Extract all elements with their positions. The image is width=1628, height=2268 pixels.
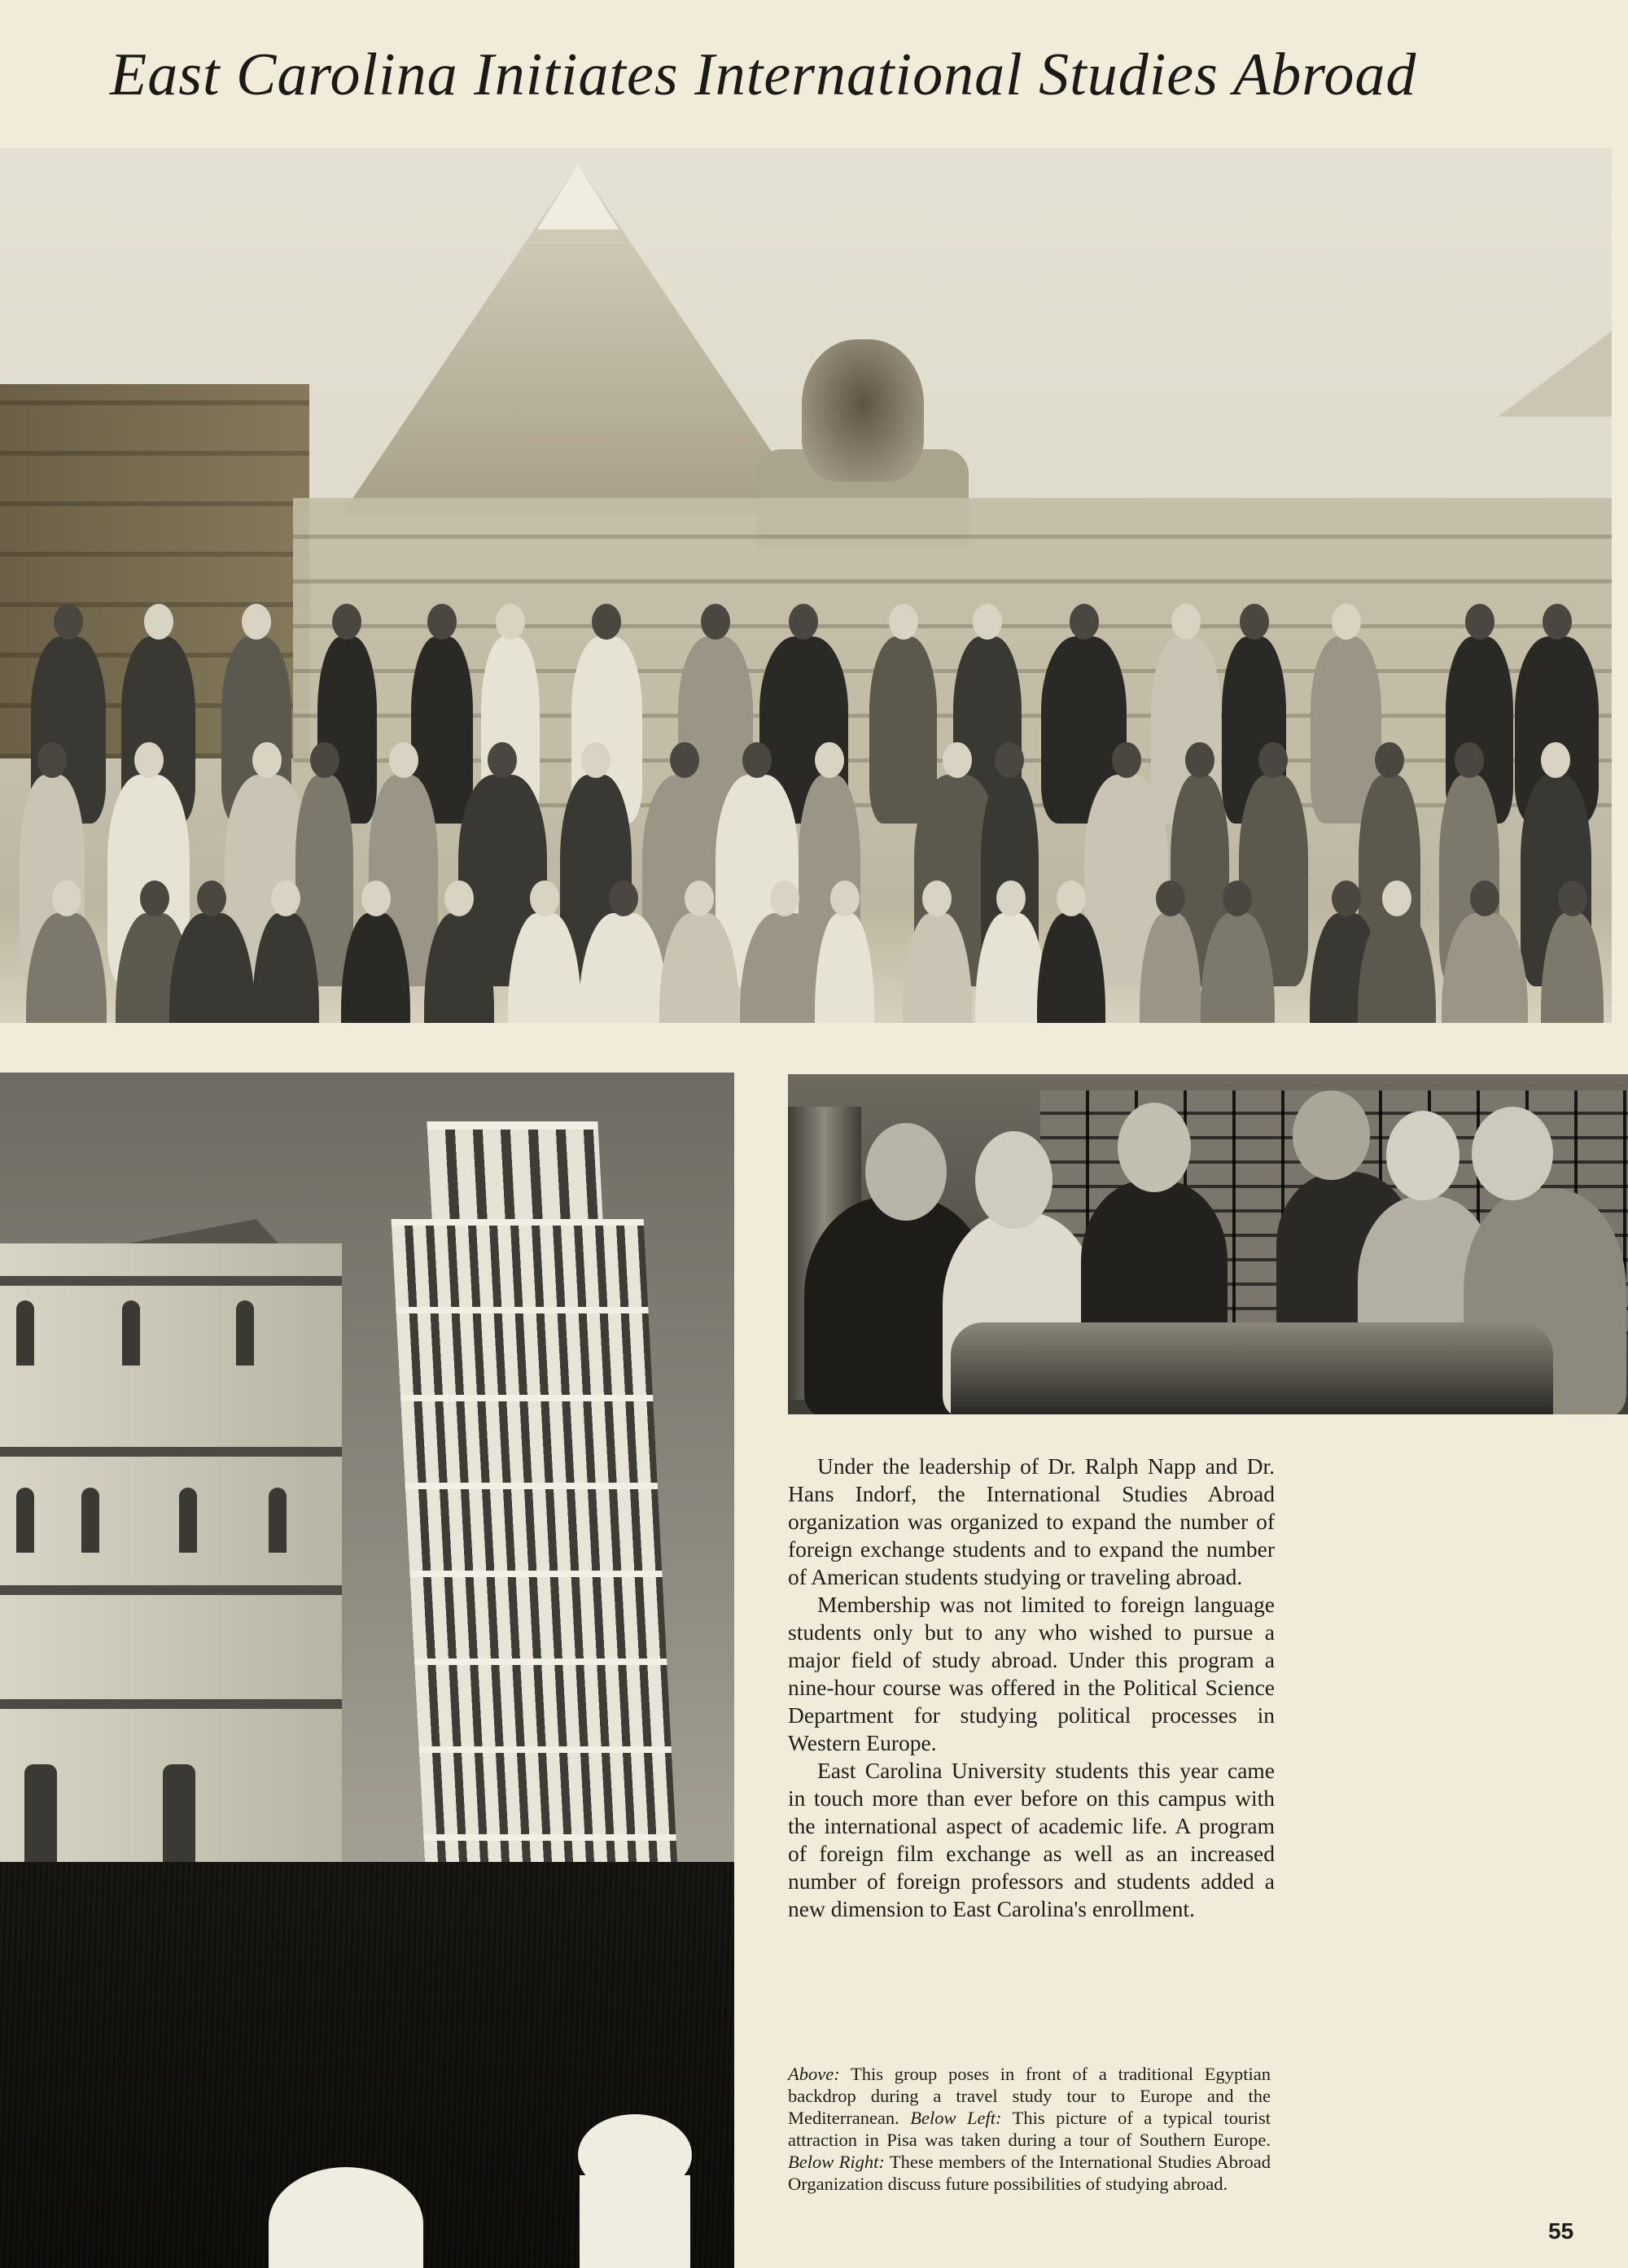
far-pyramid-shape bbox=[1498, 319, 1612, 417]
article-body bbox=[788, 1453, 1275, 1923]
meeting-table bbox=[951, 1322, 1553, 1414]
bollard-post bbox=[580, 2175, 690, 2268]
caption-text-above: This group poses in front of a traditional Egyptian backdrop during a travel study tour to Europe and the Mediterranean. bbox=[788, 2064, 1271, 2128]
cathedral-facade bbox=[0, 1243, 342, 1886]
article-paragraph: East Carolina University students this year came in touch more than ever before on this campus with the international aspect of academic life. A program of foreign film exchange as well as an increased number of foreign professors and students added a new dimension to East Carolina's enrollment. bbox=[788, 1758, 1275, 1921]
sphinx-head bbox=[802, 339, 924, 482]
caption-text-below-right: These members of the International Studies Abroad Organization discuss future possibilities of studying abroad. bbox=[788, 2152, 1271, 2194]
leaning-tower bbox=[386, 1121, 680, 1919]
photo-pisa bbox=[0, 1073, 734, 2268]
article-paragraph: Membership was not limited to foreign language students only but to any who wished to pursue a major field of study abroad. Under this program a nine-hour course was offered in the Political Science Department for studying political processes in Western Europe. bbox=[788, 1592, 1275, 1755]
photo-meeting bbox=[788, 1074, 1628, 1414]
caption-label-below-left: Below Left: bbox=[910, 2108, 1002, 2128]
article-paragraph: Under the leadership of Dr. Ralph Napp and Dr. Hans Indorf, the International Studies Abroad organization was organized to expand the number of foreign exchange students and to expand the number of American students studying or traveling abroad. bbox=[788, 1453, 1275, 1589]
page-title: East Carolina Initiates International Studies Abroad bbox=[110, 42, 1417, 108]
page-number: 55 bbox=[1548, 2218, 1574, 2244]
photo-pyramids-group bbox=[0, 148, 1612, 1023]
pyramid-cap bbox=[537, 164, 619, 229]
caption-label-below-right: Below Right: bbox=[788, 2152, 885, 2172]
caption-label-above: Above: bbox=[788, 2064, 840, 2084]
caption-text-below-left: This picture of a typical tourist attraction in Pisa was taken during a tour of Southern Europe. bbox=[788, 2108, 1271, 2150]
photo-caption bbox=[788, 2063, 1271, 2195]
tour-group-crowd bbox=[8, 588, 1604, 1023]
